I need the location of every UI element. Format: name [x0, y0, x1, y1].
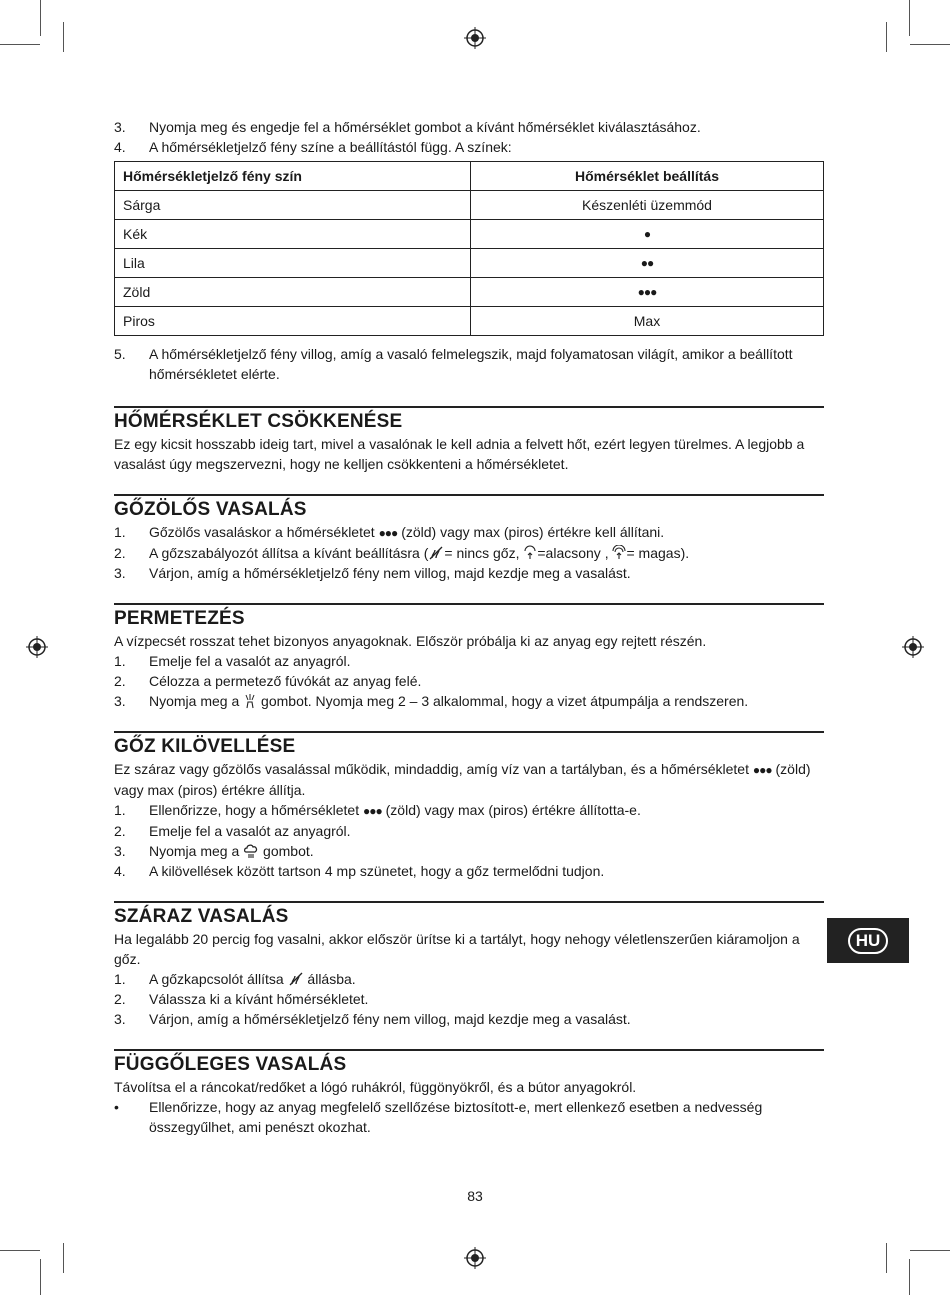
table-header: Hőmérsékletjelző fény szín — [115, 162, 471, 191]
temperature-color-table — [114, 161, 824, 336]
table-cell: Sárga — [115, 191, 471, 220]
table-cell: Piros — [115, 307, 471, 336]
instruction-list — [114, 1097, 824, 1137]
table-cell: Max — [471, 307, 824, 336]
list-item: 4. A kilövellések között tartson 4 mp szünetet, hogy a gőz termelődni tudjon. — [114, 863, 605, 879]
table-cell: Készenléti üzemmód — [471, 191, 824, 220]
table-header-row — [115, 162, 824, 191]
table-cell: Kék — [115, 220, 471, 249]
registration-mark-icon — [464, 1247, 486, 1269]
section-paragraph: Ha legalább 20 percig fog vasalni, akkor először ürítse ki a tartályt, hogy nehogy véletlenszerűen kiáramoljon a gőz. — [114, 931, 800, 967]
section-title: GŐZÖLŐS VASALÁS — [114, 499, 307, 520]
list-item: 3. Várjon, amíg a hőmérsékletjelző fény nem villog, majd kezdje meg a vasalást. — [114, 1011, 631, 1027]
list-item: 5. A hőmérsékletjelző fény villog, amíg a vasaló felmelegszik, majd folyamatosan világít, amikor a beállított hőmérsékletet elérte. — [114, 346, 793, 382]
table-row — [115, 249, 824, 278]
list-item: 2. A gőzszabályozót állítsa a kívánt beállításra ( = nincs gőz, =alacsony , = magas). — [114, 545, 690, 561]
list-item: 1. Ellenőrizze, hogy a hőmérsékletet ●●● (zöld) vagy max (piros) értékre állította-e. — [114, 802, 641, 818]
table-cell: ● — [471, 220, 824, 249]
instruction-list — [114, 651, 824, 711]
section-paragraph: Távolítsa el a ráncokat/redőket a lógó ruhákról, függönyökről, és a bútor anyagokról. — [114, 1079, 637, 1095]
bullet-item: • Ellenőrizze, hogy az anyag megfelelő szellőzése biztosított-e, mert ellenkező esetben a nedvesség összegyűlhet, ami penészt okozhat. — [114, 1099, 763, 1135]
table-cell: ●● — [471, 249, 824, 278]
registration-mark-icon — [464, 27, 486, 49]
table-row — [115, 278, 824, 307]
section-title: PERMETEZÉS — [114, 608, 245, 629]
instruction-list — [114, 522, 824, 583]
language-tab — [827, 918, 909, 963]
section-vertical-ironing — [114, 1049, 824, 1137]
list-item: 1. A gőzkapcsolót állítsa állásba. — [114, 971, 356, 987]
instruction-list — [114, 117, 824, 157]
list-item: 2. Célozza a permetező fúvókát az anyag felé. — [114, 673, 422, 689]
page-content — [114, 117, 824, 1137]
section-dry-ironing — [114, 901, 824, 1029]
section-paragraph: A vízpecsét rosszat tehet bizonyos anyagoknak. Először próbálja ki az anyag egy rejtett részén. — [114, 633, 707, 649]
list-item: 2. Válassza ki a kívánt hőmérsékletet. — [114, 991, 369, 1007]
list-item: 3. Nyomja meg a gombot. — [114, 843, 314, 859]
no-steam-icon — [288, 971, 304, 987]
list-item: 3. Nyomja meg a gombot. Nyomja meg 2 – 3 alkalommal, hogy a vizet átpumpálja a rendszeren. — [114, 693, 749, 709]
list-item: 2. Emelje fel a vasalót az anyagról. — [114, 823, 351, 839]
section-paragraph: Ez száraz vagy gőzölős vasalással működik, mindaddig, amíg víz van a tartályban, és a hőmérsékletet ●●● (zöld) vagy max (piros) értékre állítja. — [114, 761, 811, 798]
table-cell: ●●● — [471, 278, 824, 307]
list-item: 4. A hőmérsékletjelző fény színe a beállítástól függ. A színek: — [114, 139, 512, 155]
low-steam-icon — [523, 545, 537, 561]
high-steam-icon — [612, 545, 626, 561]
section-steam-burst — [114, 731, 824, 881]
table-header: Hőmérséklet beállítás — [471, 162, 824, 191]
table-row — [115, 307, 824, 336]
temperature-dots: ●●● — [363, 804, 382, 818]
section-title: FÜGGŐLEGES VASALÁS — [114, 1054, 347, 1075]
section-temperature-reduction — [114, 406, 824, 474]
page-number: 83 — [467, 1188, 483, 1204]
section-title: SZÁRAZ VASALÁS — [114, 906, 289, 927]
section-title: HŐMÉRSÉKLET CSÖKKENÉSE — [114, 411, 403, 432]
table-row — [115, 220, 824, 249]
instruction-list — [114, 969, 824, 1029]
language-badge: HU — [848, 928, 889, 954]
instruction-list — [114, 344, 824, 384]
list-item: 1. Emelje fel a vasalót az anyagról. — [114, 653, 351, 669]
list-item: 1. Gőzölős vasaláskor a hőmérsékletet ●●● (zöld) vagy max (piros) értékre kell állítani. — [114, 524, 665, 540]
table-cell: Lila — [115, 249, 471, 278]
list-item: 3. Nyomja meg és engedje fel a hőmérséklet gombot a kívánt hőmérséklet kiválasztásához. — [114, 119, 701, 135]
table-row — [115, 191, 824, 220]
registration-mark-icon — [26, 636, 48, 658]
table-cell: Zöld — [115, 278, 471, 307]
section-spraying — [114, 603, 824, 711]
temperature-dots: ●●● — [378, 526, 398, 540]
registration-mark-icon — [902, 636, 924, 658]
section-steam-ironing — [114, 494, 824, 583]
list-item: 3. Várjon, amíg a hőmérsékletjelző fény nem villog, majd kezdje meg a vasalást. — [114, 565, 631, 581]
no-steam-icon — [428, 545, 444, 561]
temperature-dots: ●●● — [752, 763, 772, 777]
spray-icon — [243, 692, 257, 709]
section-title: GŐZ KILÖVELLÉSE — [114, 736, 296, 757]
section-paragraph: Ez egy kicsit hosszabb ideig tart, mivel a vasalónak le kell adnia a felvett hőt, ezért legyen türelmes. A legjobb a vasalást úgy megszervezni, hogy ne kelljen csökkenteni a hőmérsékletet. — [114, 436, 805, 472]
instruction-list — [114, 800, 824, 881]
steam-burst-icon — [243, 843, 259, 859]
